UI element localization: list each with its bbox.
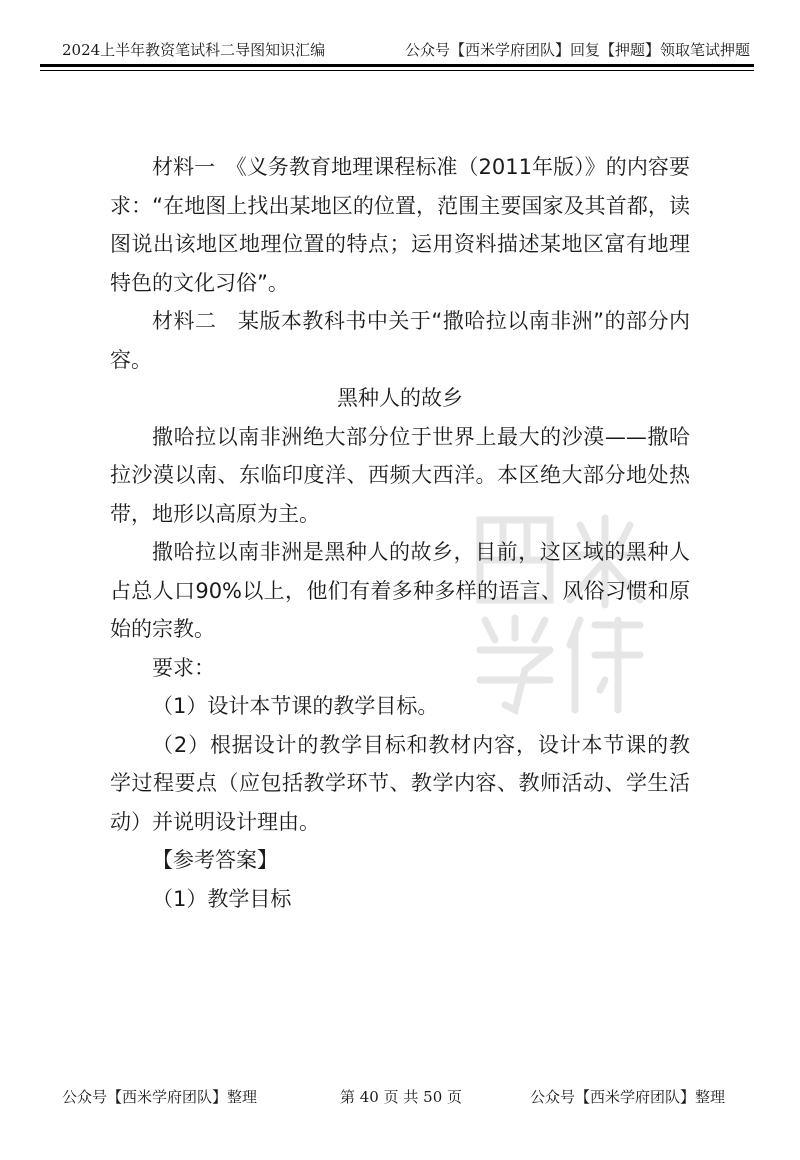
requirement-label: 要求： <box>152 655 215 680</box>
section-title: 黑种人的故乡 <box>337 386 463 410</box>
header-rule-thin <box>40 70 754 71</box>
page-footer <box>0 1085 800 1109</box>
answer-one: （1）教学目标 <box>152 886 292 911</box>
requirement-two: （2）根据设计的教学目标和教材内容，设计本节课的教学过程要点（应包括教学环节、教学内容、教师活动、学生活动）并说明设计理由。 <box>110 732 690 834</box>
footer-left-text: 公众号【西米学府团队】整理 <box>62 1088 258 1106</box>
header-rule-thick <box>40 64 754 67</box>
page-header <box>40 38 752 62</box>
footer-right-text: 公众号【西米学府团队】整理 <box>530 1088 726 1106</box>
paragraph-location: 撒哈拉以南非洲绝大部分位于世界上最大的沙漠——撒哈拉沙漠以南、东临印度洋、西频大西洋。本区绝大部分地处热带，地形以高原为主。 <box>110 424 690 526</box>
material-two: 材料二 某版本教科书中关于“撒哈拉以南非洲”的部分内容。 <box>110 309 690 372</box>
header-left-text: 2024上半年教资笔试科二导图知识汇编 <box>62 41 326 59</box>
requirement-one: （1）设计本节课的教学目标。 <box>152 694 439 718</box>
paragraph-population: 撒哈拉以南非洲是黑种人的故乡，目前，这区域的黑种人占总人口90%以上，他们有着多种多样的语言、风俗习惯和原始的宗教。 <box>110 540 690 641</box>
header-right-text: 公众号【西米学府团队】回复【押题】领取笔试押题 <box>404 41 750 59</box>
page-content <box>110 148 690 918</box>
material-one: 材料一 《义务教育地理课程标准（2011年版）》的内容要求：“在地图上找出某地区的位置，范围主要国家及其首都，读图说出该地区地理位置的特点；运用资料描述某地区富有地理特色的文化习俗”。 <box>110 155 690 295</box>
answer-label: 【参考答案】 <box>152 848 278 872</box>
footer-page-number: 第 40 页 共 50 页 <box>340 1088 463 1106</box>
